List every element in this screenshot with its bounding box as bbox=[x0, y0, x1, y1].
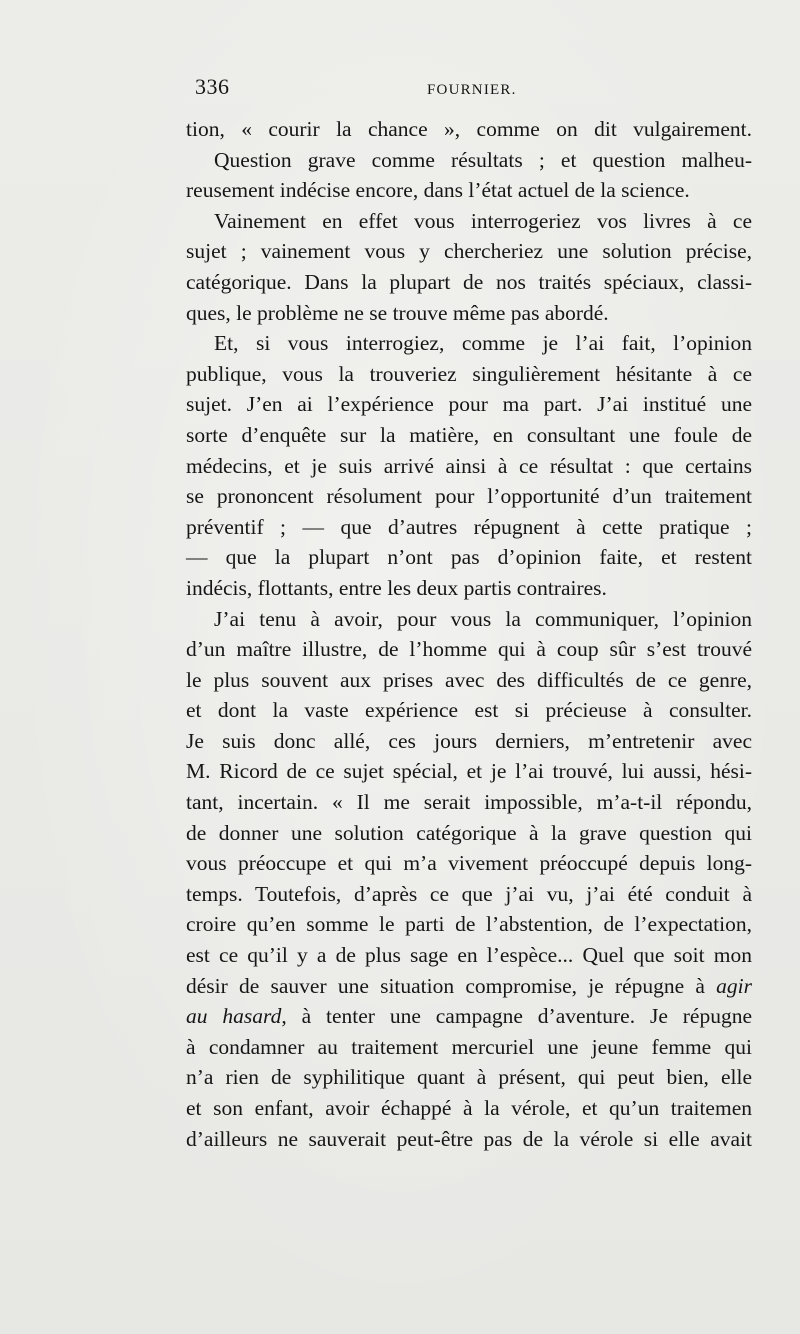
text-line: d’un maître illustre, de l’homme qui à coup sûr s’est trouvé bbox=[186, 637, 752, 662]
text-line: sujet. J’en ai l’expérience pour ma part. J’ai institué une bbox=[186, 392, 752, 417]
text-line: de donner une solution catégorique à la grave question qui bbox=[186, 820, 752, 845]
text-line bbox=[186, 971, 752, 1002]
text-line: Et, si vous interrogiez, comme je l’ai fait, l’opinion bbox=[214, 331, 752, 356]
text-line: sorte d’enquête sur la matière, en consultant une foule de bbox=[186, 422, 752, 447]
text-line: ques, le problème ne se trouve même pas abordé. bbox=[186, 300, 609, 325]
text-line: et dont la vaste expérience est si précieuse à consulter. bbox=[186, 698, 752, 723]
text-line: tant, incertain. « Il me serait impossible, m’a-t-il répondu, bbox=[186, 790, 752, 815]
text-line: M. Ricord de ce sujet spécial, et je l’ai trouvé, lui aussi, hési- bbox=[186, 759, 752, 784]
text-line: indécis, flottants, entre les deux partis contraires. bbox=[186, 575, 607, 600]
text-line: vous préoccupe et qui m’a vivement préoccupé depuis long- bbox=[186, 851, 752, 876]
text-line: croire qu’en somme le parti de l’abstention, de l’expectation, bbox=[186, 912, 752, 937]
text-line-segment: , à tenter une campagne d’aventure. Je répugne bbox=[281, 1004, 753, 1029]
running-head: FOURNIER. bbox=[427, 82, 517, 98]
text-line: publique, vous la trouveriez singulièrement hésitante à ce bbox=[186, 361, 752, 386]
body-text bbox=[186, 114, 752, 1154]
text-line: Vainement en effet vous interrogeriez vos livres à ce bbox=[214, 208, 752, 233]
page-number: 336 bbox=[195, 74, 230, 99]
text-line: — que la plupart n’ont pas d’opinion faite, et restent bbox=[186, 545, 752, 570]
text-line: reusement indécise encore, dans l’état actuel de la science. bbox=[186, 178, 690, 203]
text-line: d’ailleurs ne sauverait peut-être pas de la vérole si elle avait bbox=[186, 1126, 752, 1151]
text-line: J’ai tenu à avoir, pour vous la communiquer, l’opinion bbox=[214, 606, 752, 631]
text-line: Je suis donc allé, ces jours derniers, m’entretenir avec bbox=[186, 728, 752, 753]
text-line: le plus souvent aux prises avec des difficultés de ce genre, bbox=[186, 667, 752, 692]
text-line: et son enfant, avoir échappé à la vérole, et qu’un traitemen bbox=[186, 1096, 752, 1120]
text-line: sujet ; vainement vous y chercheriez une solution précise, bbox=[186, 239, 752, 264]
text-line: temps. Toutefois, d’après ce que j’ai vu, j’ai été conduit à bbox=[186, 881, 752, 906]
italic-word: agir bbox=[716, 973, 752, 998]
page-header bbox=[195, 74, 755, 104]
text-line: est ce qu’il y a de plus sage en l’espèce... Quel que soit mon bbox=[186, 943, 752, 968]
italic-word: au hasard bbox=[186, 1004, 282, 1029]
text-line: à condamner au traitement mercuriel une jeune femme qui bbox=[186, 1034, 752, 1059]
text-line: Question grave comme résultats ; et question malheu- bbox=[214, 147, 752, 172]
text-line-segment: désir de sauver une situation compromise, je répugne à bbox=[186, 973, 717, 998]
text-line: médecins, et je suis arrivé ainsi à ce résultat : que certains bbox=[186, 453, 752, 478]
text-line: catégorique. Dans la plupart de nos traités spéciaux, classi- bbox=[186, 269, 752, 294]
text-line: se prononcent résolument pour l’opportunité d’un traitement bbox=[186, 484, 752, 509]
text-line: n’a rien de syphilitique quant à présent, qui peut bien, elle bbox=[186, 1065, 752, 1090]
text-line: tion, « courir la chance », comme on dit vulgairement. bbox=[186, 117, 752, 141]
text-line: préventif ; — que d’autres répugnent à cette pratique ; bbox=[186, 514, 752, 539]
text-line bbox=[186, 1001, 752, 1032]
